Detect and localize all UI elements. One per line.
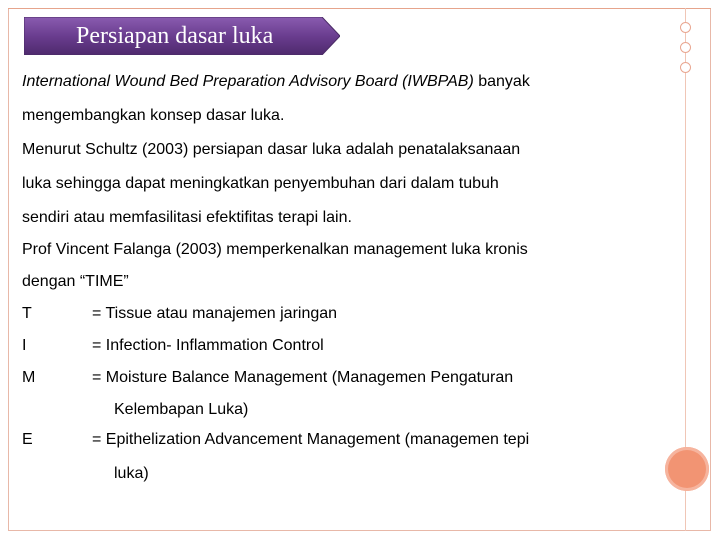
board-name: International Wound Bed Preparation Advisory Board (IWBPAB) [22,73,474,90]
time-description-cont: Kelembapan Luka) [114,401,249,418]
time-letter: M [22,369,36,386]
time-description: = Moisture Balance Management (Managemen Pengaturan [92,369,514,386]
time-item-m [22,368,672,388]
time-description: = Epithelization Advancement Management (managemen tepi [92,431,530,448]
paragraph-1-line-1 [22,72,530,92]
time-description: = Tissue atau manajemen jaringan [92,305,338,322]
time-letter: T [22,305,32,322]
paragraph-2-line-3: sendiri atau memfasilitasi efektifitas terapi lain. [22,209,352,226]
paragraph-2-line-2: luka sehingga dapat meningkatkan penyembuhan dari dalam tubuh [22,175,499,192]
decorative-ring-3 [680,62,691,73]
time-item-e-continuation [22,464,672,484]
time-description-cont: luka) [114,465,149,482]
paragraph-1-rest: banyak [473,73,530,90]
time-item-i [22,336,672,356]
frame-top-line [8,8,711,9]
paragraph-3-line-1: Prof Vincent Falanga (2003) memperkenalkan management luka kronis [22,241,528,258]
time-item-m-continuation [22,400,672,420]
time-letter: E [22,431,33,448]
paragraph-3-line-2: dengan “TIME” [22,273,129,290]
slide-title: Persiapan dasar luka [76,23,274,49]
time-item-e [22,430,672,450]
time-letter: I [22,337,27,354]
paragraph-2-line-1: Menurut Schultz (2003) persiapan dasar luka adalah penatalaksanaan [22,141,521,158]
decorative-ring-1 [680,22,691,33]
paragraph-1-line-2: mengembangkan konsep dasar luka. [22,107,285,124]
decorative-ring-2 [680,42,691,53]
title-banner [24,17,340,55]
time-description: = Infection- Inflammation Control [92,337,324,354]
time-item-t [22,304,672,324]
